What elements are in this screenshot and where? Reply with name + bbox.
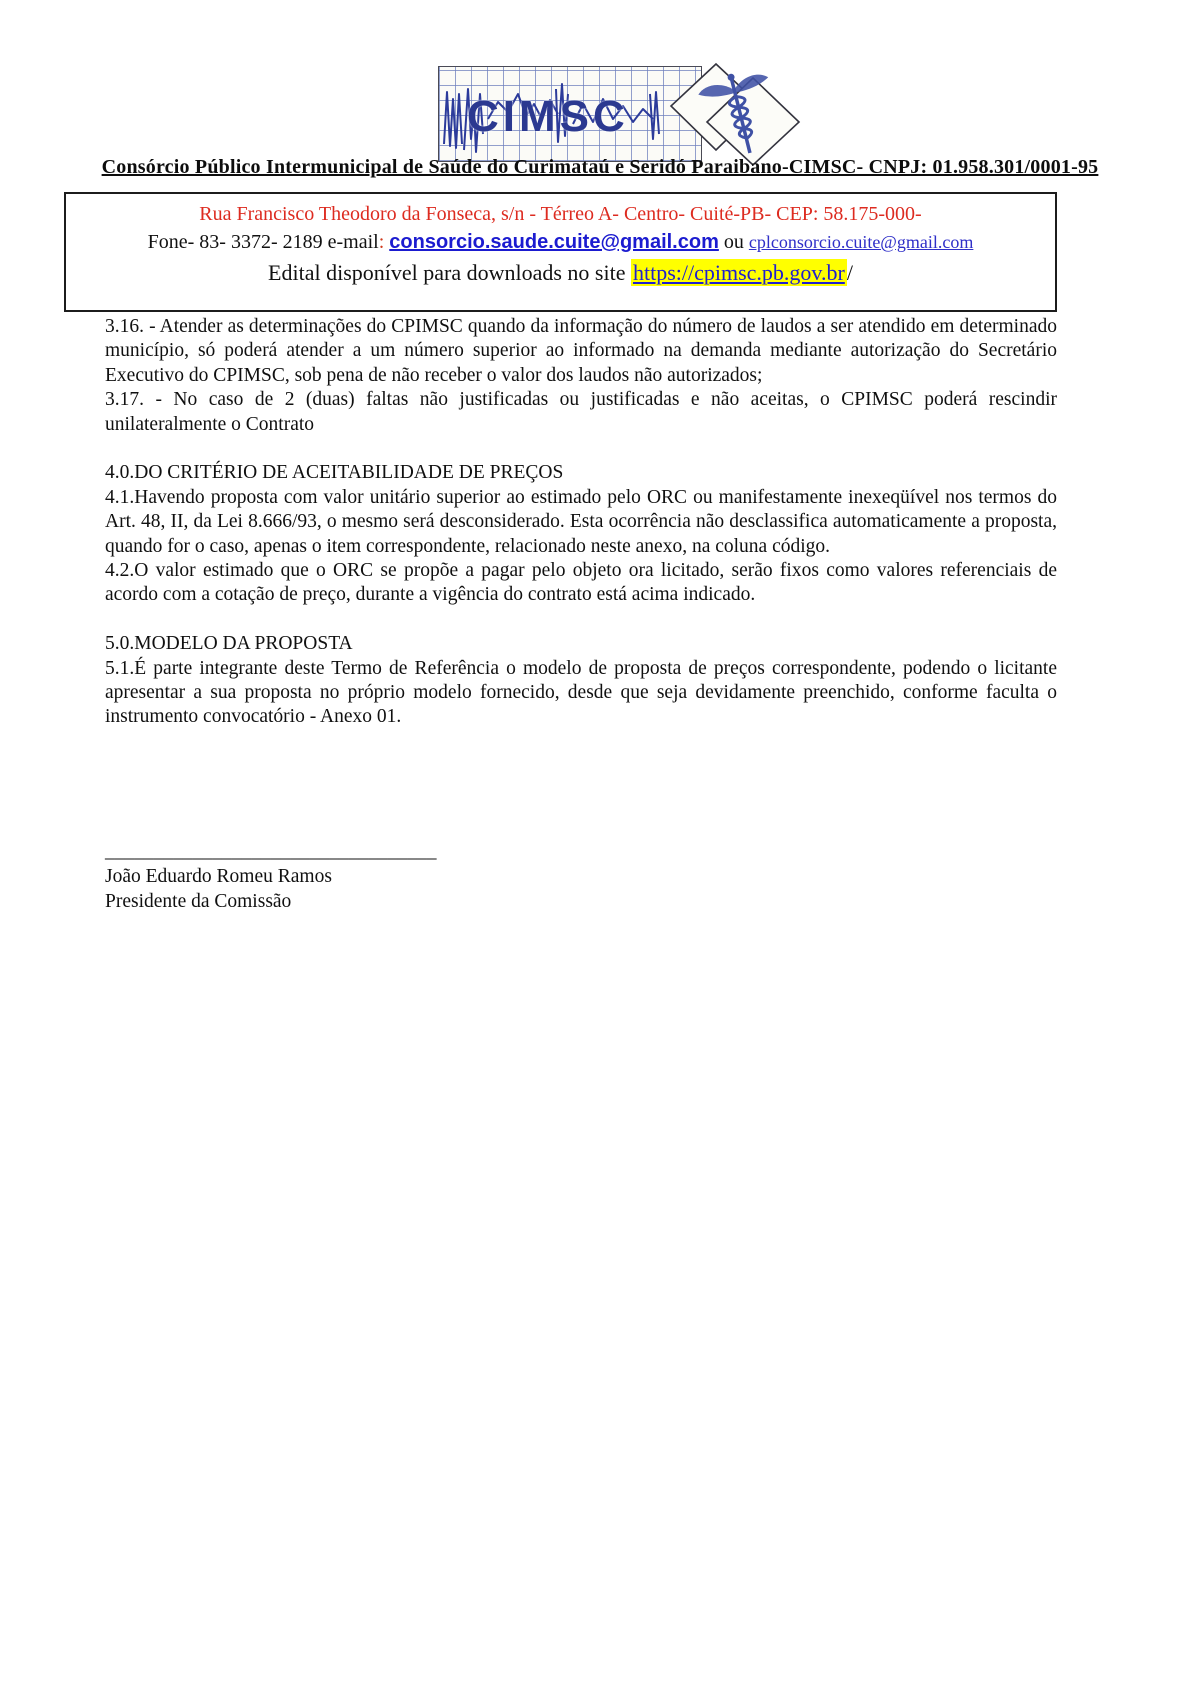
primary-email-link[interactable]: consorcio.saude.cuite@gmail.com — [389, 231, 719, 253]
clause-4-2: 4.2.O valor estimado que o ORC se propõe a pagar pelo objeto ora licitado, serão fixos como valores referenciais de acordo com a cotação de preço, durante a vigência do contrato está acima indicado. — [105, 560, 1057, 606]
email-conjunction: ou — [718, 231, 749, 253]
clause-3-17: 3.17. - No caso de 2 (duas) faltas não justificadas ou justificadas e não aceitas, o CPIMSC poderá rescindir unilateralmente o Contrato — [105, 389, 1057, 435]
org-title: Consórcio Público Intermunicipal de Saúde do Curimataú e Seridó Paraibano-CIMSC- CNPJ: 01.958.301/0001-95 — [101, 156, 1099, 178]
signature-line: __________________________________ — [105, 840, 437, 862]
clause-3-16: 3.16. - Atender as determinações do CPIMSC quando da informação do número de laudos a ser atendido em determinado município, só poderá atender a um número superior ao informado na demanda mediante autorização do Secretário Executivo do CPIMSC, sob pena de não receber o valor dos laudos não autorizados; — [105, 316, 1057, 386]
email-colon: : — [378, 231, 390, 253]
document-body — [105, 315, 1057, 914]
section-5-heading: 5.0.MODELO DA PROPOSTA — [105, 633, 353, 655]
signature-name: João Eduardo Romeu Ramos — [105, 866, 332, 888]
org-address: Rua Francisco Theodoro da Fonseca, s/n - Térreo A- Centro- Cuité-PB- CEP: 58.175-000- — [199, 203, 922, 225]
edital-line — [66, 257, 1055, 288]
contact-line — [66, 227, 1055, 257]
edital-prefix: Edital disponível para downloads no site — [268, 260, 631, 285]
clause-5-1: 5.1.É parte integrante deste Termo de Referência o modelo de proposta de preços correspondente, podendo o licitante apresentar a sua proposta no próprio modelo fornecido, desde que seja devidamente preenchido, conforme faculta o instrumento convocatório - Anexo 01. — [105, 657, 1057, 728]
secondary-email-link[interactable]: cplconsorcio.cuite@gmail.com — [748, 232, 974, 252]
cimsc-logo-text: CIMSC — [467, 92, 629, 141]
caduceus-star-icon — [641, 62, 813, 166]
header-contact-box — [64, 192, 1057, 312]
phone-label: Fone- 83- 3372- 2189 e-mail — [147, 231, 379, 253]
edital-url-link[interactable]: https://cpimsc.pb.gov.br — [632, 260, 845, 285]
edital-suffix: / — [846, 260, 853, 285]
signature-role: Presidente da Comissão — [105, 891, 292, 913]
clause-4-1: 4.1.Havendo proposta com valor unitário superior ao estimado pelo ORC ou manifestamente inexeqüível nos termos do Art. 48, II, da Lei 8.666/93, o mesmo será desconsiderado. Esta ocorrência não desclassifica automaticamente a proposta, quando for o caso, apenas o item correspondente, relacionado neste anexo, na coluna código. — [105, 486, 1057, 557]
cimsc-logo — [403, 62, 813, 166]
section-4-heading: 4.0.DO CRITÉRIO DE ACEITABILIDADE DE PREÇOS — [105, 462, 564, 484]
signature-block — [105, 840, 1057, 914]
